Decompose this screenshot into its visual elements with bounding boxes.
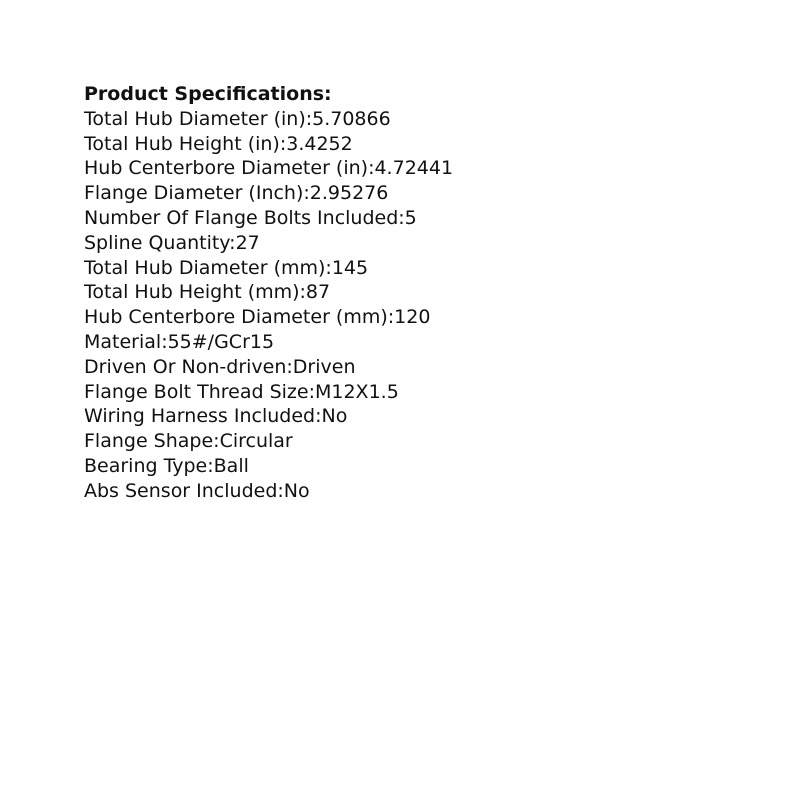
specifications-heading: Product Specifications:: [84, 83, 332, 105]
spec-line: Hub Centerbore Diameter (in):4.72441: [84, 157, 454, 180]
spec-line: Bearing Type:Ball: [84, 454, 249, 477]
spec-line: Total Hub Diameter (mm):145: [84, 256, 369, 279]
spec-line: Flange Diameter (Inch):2.95276: [84, 182, 389, 205]
spec-line: Flange Shape:Circular: [84, 430, 293, 453]
spec-line: Hub Centerbore Diameter (mm):120: [84, 306, 431, 329]
spec-line: Wiring Harness Included:No: [84, 405, 348, 428]
spec-line: Flange Bolt Thread Size:M12X1.5: [84, 380, 399, 403]
spec-line: Number Of Flange Bolts Included:5: [84, 206, 417, 229]
spec-line: Total Hub Diameter (in):5.70866: [84, 107, 391, 130]
spec-line: Driven Or Non-driven:Driven: [84, 355, 356, 378]
spec-line: Abs Sensor Included:No: [84, 479, 310, 502]
spec-line: Material:55#/GCr15: [84, 330, 275, 353]
product-specifications: [84, 82, 453, 504]
spec-line: Total Hub Height (mm):87: [84, 281, 331, 304]
specifications-list: [84, 107, 453, 504]
spec-line: Spline Quantity:27: [84, 231, 260, 254]
spec-line: Total Hub Height (in):3.4252: [84, 132, 353, 155]
